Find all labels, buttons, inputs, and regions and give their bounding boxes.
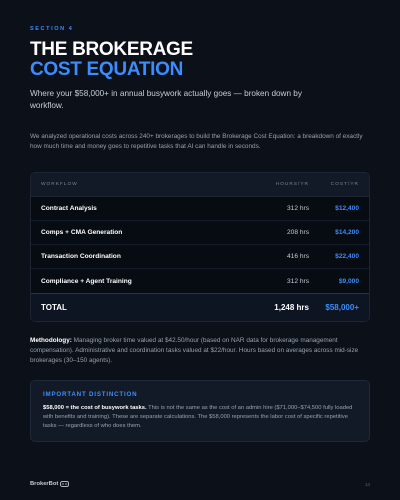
table-row [31,245,369,269]
row-hours: 312 hrs [287,205,309,212]
row-workflow: Contract Analysis [41,205,97,212]
distinction-callout [30,380,370,442]
table-header [31,173,369,197]
row-hours: 416 hrs [287,253,309,260]
row-cost: $9,000 [338,277,359,285]
title-line-1: THE BROKERAGE [30,39,193,60]
row-cost: $22,400 [335,253,359,260]
row-workflow: Compliance + Agent Training [41,277,132,285]
header-workflow: WORKFLOW [41,182,78,187]
brand-logo [30,481,69,487]
bot-icon [60,481,69,487]
total-hours: 1,248 hrs [274,303,309,312]
header-cost: COST/YR [330,182,359,187]
page-number: 14 [364,481,370,487]
table-row [31,221,369,245]
callout-lead: $58,000 = the cost of busywork tasks. [43,405,147,411]
callout-text: This is not the same as the cost of an admin hire ($71,000–$74,500 fully loaded with benefits and training). These are separate calculations. The $58,000 represents the labor cost of specific repetitive tasks — regardless of who does them. [43,405,353,429]
row-hours: 312 hrs [287,277,309,285]
cost-table [30,172,370,322]
row-cost: $14,200 [335,229,359,236]
section-label: SECTION 4 [30,26,74,32]
logo-text: BrokerBot [30,481,59,487]
table-row [31,269,369,293]
table-row [31,197,369,221]
lede-text: Where your $58,000+ in annual busywork actually goes — broken down by workflow. [30,89,302,110]
header-hours: HOURS/YR [275,182,309,187]
row-hours: 208 hrs [287,229,309,236]
table-total-row [31,293,369,321]
methodology-text: Managing broker time valued at $42.50/hour (based on NAR data for brokerage management compensation). Administrative and coordination tasks valued at $22/hour. Hours based on averages across mid-size brokerages (30–150 agents). [30,337,359,364]
callout-title: IMPORTANT DISTINCTION [43,391,138,398]
row-workflow: Comps + CMA Generation [41,229,123,236]
title-line-2: COST EQUATION [30,59,184,80]
methodology-note [30,336,370,366]
row-workflow: Transaction Coordination [41,253,121,260]
intro-paragraph: We analyzed operational costs across 240+ brokerages to build the Brokerage Cost Equation: a breakdown of exactly how much time and money goes to repetitive tasks that AI can handle in seconds. [30,133,363,150]
total-cost: $58,000+ [325,303,359,312]
methodology-label: Methodology: [30,337,72,344]
page-footer [30,481,370,487]
row-cost: $12,400 [335,205,359,212]
page-title [30,40,370,80]
callout-body [43,404,357,431]
page-content [30,26,370,442]
total-label: TOTAL [41,303,67,312]
